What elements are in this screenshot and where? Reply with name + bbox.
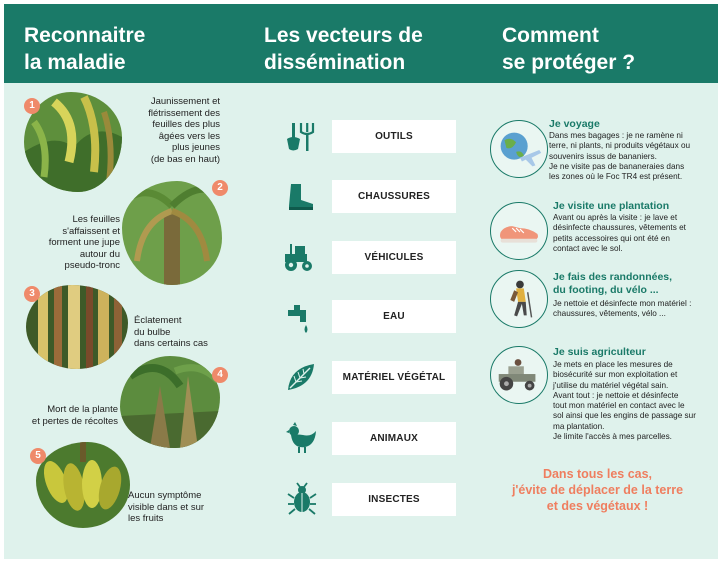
text-line: Je mets en place les mesures de: [553, 360, 673, 369]
chicken-icon: [285, 421, 319, 455]
text-line: Jaunissement et: [150, 96, 220, 107]
text-line: chaussures, vêtements, vélo ...: [553, 309, 666, 319]
protection-title-visit: Je visite une plantation: [553, 200, 670, 212]
title-line: se protéger ?: [502, 51, 636, 74]
title-line: la maladie: [24, 51, 126, 74]
insect-icon: [285, 482, 319, 516]
title-line: du footing, du vélo ...: [553, 284, 659, 296]
boot-icon: [283, 180, 317, 214]
protection-title-farmer: Je suis agriculteur: [553, 346, 646, 358]
vector-shoes: CHAUSSURES: [332, 180, 456, 213]
hiker-icon: [490, 270, 548, 328]
text-line: ma plantation.: [553, 421, 605, 431]
text-line: désinfecte chaussures, vêtements et: [553, 223, 686, 233]
text-line: j'évite de déplacer de la terre: [511, 483, 684, 497]
text-line: les fruits: [128, 513, 164, 524]
text-line: Éclatement: [134, 315, 182, 326]
text-line: forment une jupe: [48, 237, 120, 248]
protection-text-hiking: [553, 299, 699, 320]
text-line: contact avec le sol.: [553, 243, 623, 253]
text-line: Dans mes bagages : je ne ramène ni: [549, 131, 683, 140]
text-line: j'utilise du matériel végétal sain.: [553, 380, 669, 390]
vector-water: EAU: [332, 300, 456, 333]
text-line: visible dans et sur: [128, 501, 205, 513]
text-line: Je nettoie et désinfecte mon matériel :: [553, 299, 692, 308]
text-line: s'affaissent et: [62, 225, 120, 237]
symptom-number: 1: [24, 98, 40, 114]
protection-title-hiking: [553, 271, 672, 297]
text-line: tout mon matériel en contact avec le: [553, 401, 685, 411]
text-line: autour du: [79, 248, 120, 260]
text-line: flétrissement des: [148, 107, 220, 119]
title-line: Reconnaitre: [24, 24, 146, 47]
text-line: plus jeunes: [171, 142, 220, 153]
symptom-text-5: [128, 490, 224, 525]
text-line: pseudo-tronc: [64, 260, 120, 271]
text-line: Avant tout : je nettoie et désinfecte: [553, 390, 679, 400]
protection-text-visit: [553, 213, 699, 254]
text-line: Avant ou après la visite : je lave et: [553, 213, 678, 222]
farmer-tractor-icon: [490, 346, 548, 404]
symptom-text-2: [24, 214, 120, 272]
shoe-icon: [490, 202, 548, 260]
symptom-number: 3: [24, 286, 40, 302]
symptom-photo-5: [36, 442, 130, 528]
globe-plane-icon: [490, 120, 548, 178]
title-line: Les vecteurs de: [264, 24, 423, 47]
text-line: Je limite l'accès à mes parcelles.: [553, 432, 672, 442]
text-line: du bulbe: [134, 326, 171, 338]
text-line: (de bas en haut): [150, 153, 220, 165]
symptom-text-1: [118, 96, 220, 165]
text-line: terre, ni plants, ni produits végétaux ou: [549, 141, 691, 151]
final-message: [490, 466, 705, 514]
symptom-photo-4: [120, 356, 220, 448]
text-line: petits accessoires qui ont été en: [553, 233, 670, 243]
text-line: sol ainsi que les engins de passage sur: [553, 411, 696, 421]
text-line: Les feuilles: [72, 214, 120, 225]
text-line: Dans tous les cas,: [542, 467, 653, 481]
vector-plant-material: MATÉRIEL VÉGÉTAL: [332, 361, 456, 394]
tools-icon: [283, 119, 317, 153]
text-line: souvenirs issus de bananiers.: [549, 151, 657, 161]
text-line: feuilles des plus: [152, 119, 220, 130]
vector-vehicles: VÉHICULES: [332, 241, 456, 274]
title-line: dissémination: [264, 51, 406, 74]
protection-text-travel: [549, 131, 699, 182]
title-protect: [502, 22, 635, 76]
title-vectors: [264, 22, 423, 76]
symptom-photo-2: [122, 181, 222, 285]
protection-text-farmer: [553, 360, 699, 442]
text-line: et pertes de récoltes: [31, 415, 118, 427]
vector-tools: OUTILS: [332, 120, 456, 153]
water-tap-icon: [284, 300, 318, 334]
text-line: Mort de la plante: [47, 404, 118, 415]
symptom-text-3: [134, 315, 224, 350]
tractor-icon: [281, 240, 315, 274]
title-line: Je fais des randonnées,: [553, 271, 673, 283]
text-line: Je ne visite pas de bananeraies dans: [549, 161, 685, 171]
text-line: dans certains cas: [134, 338, 208, 349]
text-line: âgées vers les: [158, 130, 220, 142]
title-recognize: [24, 22, 145, 76]
text-line: et des végétaux !: [546, 499, 649, 513]
vector-insects: INSECTES: [332, 483, 456, 516]
text-line: les zones où le Foc TR4 est présent.: [549, 172, 683, 182]
text-line: Aucun symptôme: [128, 490, 202, 501]
title-line: Comment: [502, 24, 599, 47]
symptom-number: 2: [212, 180, 228, 196]
leaf-icon: [284, 360, 318, 394]
symptom-number: 5: [30, 448, 46, 464]
protection-title-travel: Je voyage: [549, 118, 600, 130]
text-line: biosécurité sur mon exploitation et: [553, 370, 678, 380]
vector-animals: ANIMAUX: [332, 422, 456, 455]
symptom-number: 4: [212, 367, 228, 383]
symptom-text-4: [24, 404, 118, 427]
